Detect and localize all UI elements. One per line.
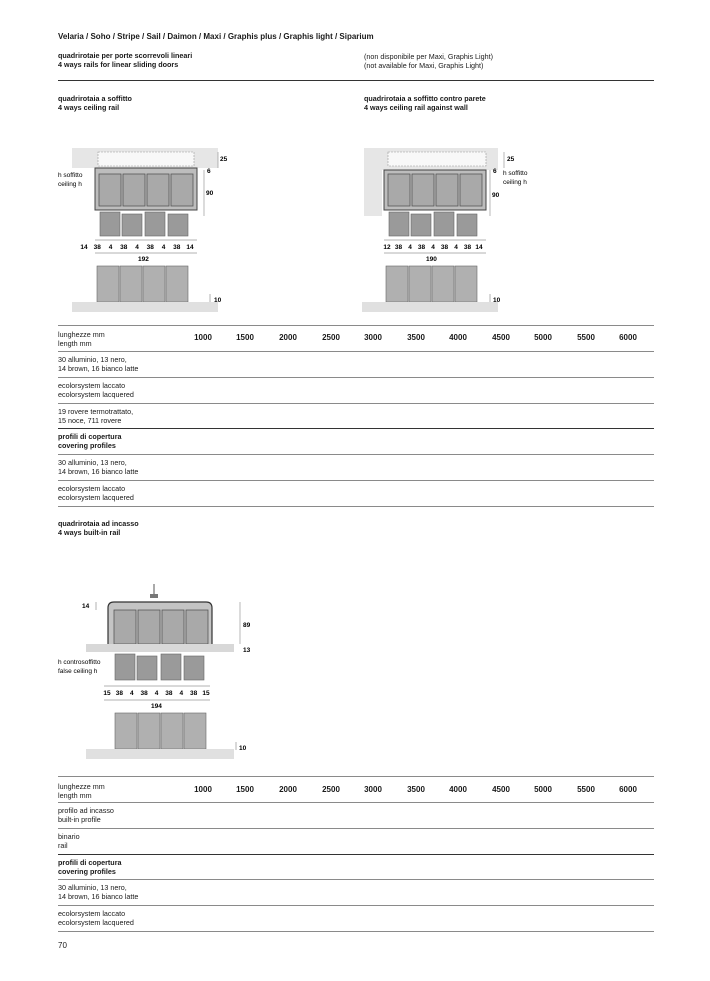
length-column-header: 1000 — [194, 785, 212, 794]
ceiling-h-label-en: ceiling h — [58, 181, 82, 188]
table-row-label: profili di copertura — [58, 432, 122, 442]
width-label: 14 — [80, 244, 88, 251]
table-row-label: 19 rovere termotrattato, — [58, 406, 134, 416]
wall-rail-diagram — [362, 140, 562, 315]
wall-rail-title-it: quadrirotaia a soffitto contro parete — [364, 94, 486, 103]
ceiling-rail-title-en: 4 ways ceiling rail — [58, 103, 120, 112]
wall-dim-height: 90 — [492, 192, 500, 199]
wall-dim-gap: 6 — [493, 168, 497, 175]
availability-note-en: (not available for Maxi, Graphis Light) — [364, 61, 484, 70]
length-column-header: 3000 — [364, 785, 382, 794]
width-label: 38 — [189, 690, 198, 697]
ceiling-h-label-it: h soffitto — [58, 172, 83, 179]
width-label: 4 — [129, 690, 134, 697]
width-label: 14 — [475, 244, 483, 251]
table-row-label: 14 brown, 16 bianco latte — [58, 892, 139, 902]
width-label: 12 — [383, 244, 391, 251]
table-row-label: binario — [58, 831, 80, 841]
wall-total-width: 190 — [426, 256, 437, 263]
builtin-dim-ceiling: 13 — [243, 647, 251, 654]
table-row-label: covering profiles — [58, 441, 116, 451]
section-title-en: 4 ways rails for linear sliding doors — [58, 60, 179, 69]
table-row-label: profili di copertura — [58, 857, 122, 867]
length-column-header: 4000 — [449, 785, 467, 794]
table1-header-en: length mm — [58, 339, 92, 348]
table-row-label: ecolorsystem laccato — [58, 380, 126, 390]
table-row-label: 30 alluminio, 13 nero, — [58, 883, 127, 893]
builtin-dim-height: 89 — [243, 622, 251, 629]
page-number: 70 — [58, 941, 67, 950]
width-label: 4 — [454, 244, 458, 251]
length-column-header: 1500 — [236, 785, 254, 794]
length-column-header: 1500 — [236, 333, 254, 342]
table-row-label: covering profiles — [58, 866, 116, 876]
width-label: 38 — [463, 244, 472, 251]
table2-header-it: lunghezze mm — [58, 782, 105, 791]
wall-h-label-en: ceiling h — [503, 179, 527, 186]
length-column-header: 4500 — [492, 333, 510, 342]
length-column-header: 2500 — [322, 785, 340, 794]
length-column-header: 4000 — [449, 333, 467, 342]
table-row-label: 15 noce, 711 rovere — [58, 415, 122, 425]
table-row-label: 14 brown, 16 bianco latte — [58, 364, 139, 373]
table-row-label: profilo ad incasso — [58, 806, 114, 815]
builtin-rail-title-it: quadrirotaia ad incasso — [58, 519, 139, 528]
length-column-header: 5500 — [577, 785, 595, 794]
ceiling-dim-gap: 6 — [207, 168, 211, 175]
length-column-header: 3000 — [364, 333, 382, 342]
width-label: 38 — [115, 690, 124, 697]
length-column-header: 6000 — [619, 785, 637, 794]
length-column-header: 4500 — [492, 785, 510, 794]
length-column-header: 2000 — [279, 333, 297, 342]
builtin-rail-title-en: 4 ways built-in rail — [58, 528, 121, 537]
ceiling-rail-title-it: quadrirotaia a soffitto — [58, 94, 132, 103]
width-label: 38 — [146, 244, 154, 251]
table-row-label: ecolorsystem lacquered — [58, 389, 134, 399]
width-label: 15 — [202, 690, 210, 697]
ceiling-dim-height: 90 — [206, 190, 214, 197]
section-title-it: quadrirotaie per porte scorrevoli lineari — [58, 51, 193, 60]
wall-h-label-it: h soffitto — [503, 170, 528, 177]
length-column-header: 2000 — [279, 785, 297, 794]
length-column-header: 2500 — [322, 333, 340, 342]
page-title: Velaria / Soho / Stripe / Sail / Daimon / Maxi / Graphis plus / Graphis light / Siparium — [58, 32, 374, 41]
table-row-label: 14 brown, 16 bianco latte — [58, 467, 139, 477]
availability-note-it: (non disponibile per Maxi, Graphis Light) — [364, 52, 494, 61]
builtin-h-label-it: h controsoffitto — [58, 659, 101, 666]
table-row-label: ecolorsystem lacquered — [58, 918, 134, 928]
table-row-label: 30 alluminio, 13 nero, — [58, 458, 127, 468]
width-label: 4 — [408, 244, 412, 251]
wall-floor-dim: 10 — [493, 297, 501, 304]
width-label: 38 — [93, 244, 101, 251]
width-label: 38 — [394, 244, 403, 251]
builtin-width-labels — [103, 690, 210, 697]
builtin-h-label-en: false ceiling h — [58, 668, 98, 675]
length-column-header: 5000 — [534, 333, 552, 342]
width-label: 4 — [135, 244, 139, 251]
table-row-label: ecolorsystem lacquered — [58, 493, 134, 502]
length-column-header: 5500 — [577, 333, 595, 342]
ceiling-width-labels — [80, 244, 194, 251]
table-row-label: ecolorsystem laccato — [58, 909, 126, 919]
table-row-label: built-in profile — [58, 815, 101, 824]
table-row-label: 30 alluminio, 13 nero, — [58, 355, 127, 364]
table-row-label: ecolorsystem laccato — [58, 484, 126, 493]
builtin-floor-dim: 10 — [239, 745, 247, 752]
width-label: 38 — [417, 244, 426, 251]
length-column-header: 3500 — [407, 785, 425, 794]
ceiling-total-width: 192 — [138, 256, 149, 263]
header-divider — [58, 80, 654, 81]
builtin-dim-top: 14 — [82, 603, 90, 610]
width-label: 4 — [161, 244, 166, 251]
width-label: 4 — [179, 690, 184, 697]
length-column-header: 5000 — [534, 785, 552, 794]
ceiling-dim-top: 25 — [220, 156, 228, 163]
wall-rail-title-en: 4 ways ceiling rail against wall — [364, 103, 468, 112]
width-label: 38 — [165, 690, 173, 697]
length-column-header: 3500 — [407, 333, 425, 342]
width-label: 38 — [173, 244, 181, 251]
width-label: 38 — [120, 244, 128, 251]
table2-header-en: length mm — [58, 791, 92, 800]
length-column-header: 1000 — [194, 333, 212, 342]
width-label: 38 — [440, 244, 449, 251]
builtin-rail-diagram — [58, 580, 268, 760]
ceiling-floor-dim: 10 — [214, 297, 222, 304]
width-label: 4 — [154, 690, 159, 697]
wall-width-labels — [383, 244, 483, 251]
width-label: 4 — [431, 244, 435, 251]
table-row-label: rail — [58, 840, 68, 850]
width-label: 38 — [140, 690, 148, 697]
width-label: 14 — [186, 244, 194, 251]
length-column-header: 6000 — [619, 333, 637, 342]
wall-dim-top: 25 — [507, 156, 515, 163]
width-label: 4 — [108, 244, 113, 251]
width-label: 15 — [103, 690, 111, 697]
table1-header-it: lunghezze mm — [58, 330, 105, 339]
builtin-total-width: 194 — [151, 703, 162, 710]
ceiling-rail-diagram — [58, 140, 258, 315]
